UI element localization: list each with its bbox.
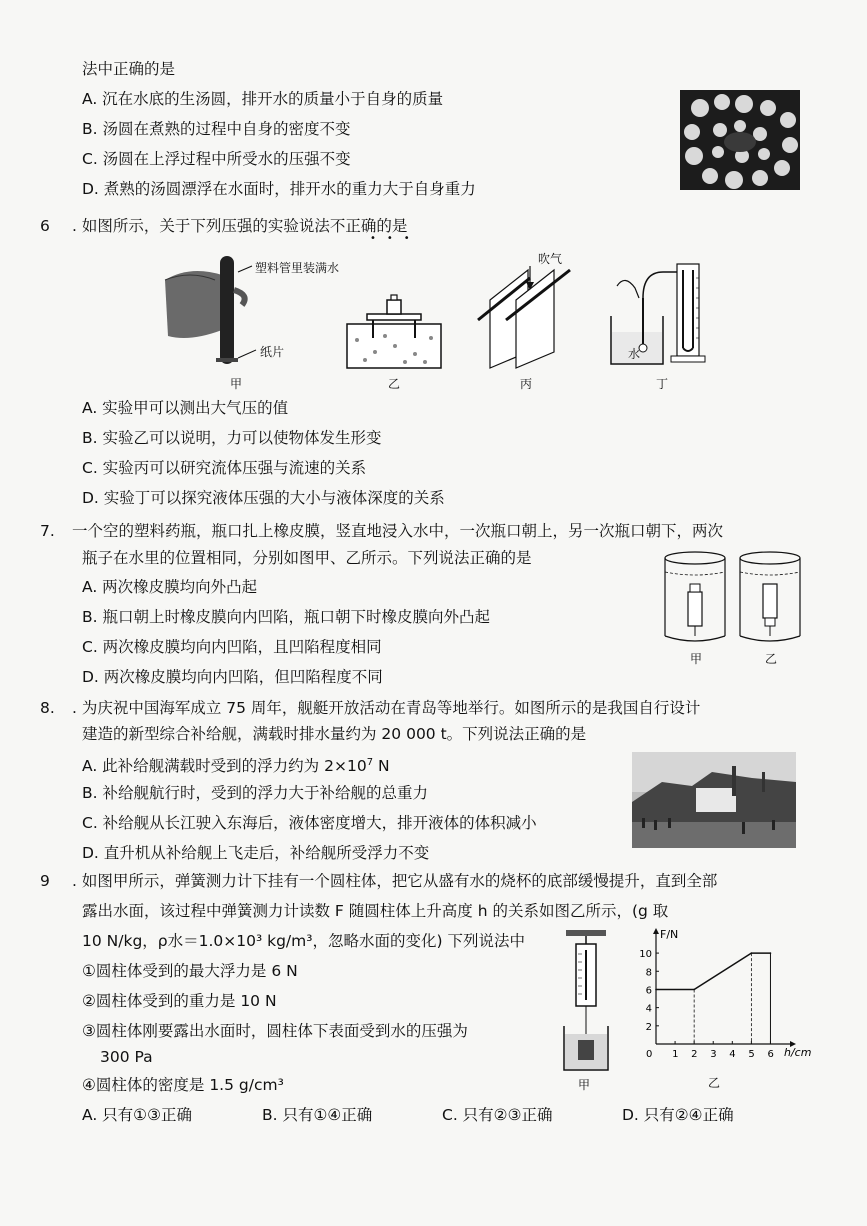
q7-stem-line2: 瓶子在水里的位置相同，分别如图甲、乙所示。下列说法正确的是 xyxy=(82,549,532,567)
q9-statement-4: ④圆柱体的密度是 1.5 g/cm³ xyxy=(82,1076,284,1094)
x-tick-label: 4 xyxy=(729,1049,736,1060)
fig-q9-force-height-chart xyxy=(634,928,812,1062)
q8-number: 8. xyxy=(40,699,55,717)
y-tick-label: 10 xyxy=(639,949,652,961)
label-water: 水 xyxy=(628,347,641,361)
q8-option-c[interactable]: C. 补给舰从长江驶入东海后，液体密度增大，排开液体的体积减小 xyxy=(82,814,537,832)
q5-option-a[interactable]: A. 沉在水底的生汤圆，排开水的质量小于自身的质量 xyxy=(82,90,444,108)
supply-ship-photo xyxy=(632,752,796,848)
y-tick-label: 4 xyxy=(645,1003,652,1015)
x-tick-label: 1 xyxy=(672,1049,679,1060)
q7-option-a[interactable]: A. 两次橡皮膜均向外凸起 xyxy=(82,578,258,596)
fig-bing-paper-sheets xyxy=(470,260,580,372)
q8-option-b[interactable]: B. 补给舰航行时，受到的浮力大于补给舰的总重力 xyxy=(82,784,428,802)
x-tick-label: 3 xyxy=(710,1049,717,1060)
series-line xyxy=(656,953,770,989)
q9-caption-jia: 甲 xyxy=(578,1078,591,1092)
q7-number: 7. xyxy=(40,522,55,540)
q6-option-c[interactable]: C. 实验丙可以研究流体压强与流速的关系 xyxy=(82,459,367,477)
caption-ding: 丁 xyxy=(656,377,669,391)
q9-stem-line3: 10 N/kg，ρ水＝1.0×10³ kg/m³，忽略水面的变化) 下列说法中 xyxy=(82,932,525,950)
q8-option-a-text: A. 此补给舰满载时受到的浮力约为 2×10 xyxy=(82,757,367,776)
series-point xyxy=(655,989,657,991)
x-axis-label: h/cm xyxy=(784,1046,812,1059)
series-point xyxy=(693,989,695,991)
y-axis-label: F/N xyxy=(660,928,679,941)
y-tick-label: 6 xyxy=(645,985,652,997)
tangyuan-photo xyxy=(680,90,800,190)
q8-option-a[interactable] xyxy=(82,752,390,777)
fig-q7-bottles-in-water xyxy=(660,548,810,650)
q6-stem-post: 的是 xyxy=(376,217,408,235)
y-tick-label: 8 xyxy=(645,967,652,979)
q8-option-a-exponent: 7 xyxy=(366,757,374,768)
q9-statement-3-value: 300 Pa xyxy=(100,1048,153,1066)
q9-caption-yi: 乙 xyxy=(708,1076,721,1090)
x-tick-label: 0 xyxy=(646,1049,653,1060)
q7-stem-line1: 一个空的塑料药瓶，瓶口扎上橡皮膜，竖直地浸入水中，一次瓶口朝上，另一次瓶口朝下，两次 xyxy=(72,522,724,540)
x-tick-label: 6 xyxy=(767,1049,774,1060)
q7-option-c[interactable]: C. 两次橡皮膜均向内凹陷，且凹陷程度相同 xyxy=(82,638,382,656)
q9-choice-a[interactable]: A. 只有①③正确 xyxy=(82,1106,192,1124)
q9-choice-c[interactable]: C. 只有②③正确 xyxy=(442,1106,553,1124)
label-tube-full-of-water: 塑料管里装满水 xyxy=(255,261,340,275)
q7-caption-jia: 甲 xyxy=(690,652,703,666)
q7-caption-yi: 乙 xyxy=(765,652,778,666)
fig-yi-sponge-table xyxy=(345,290,445,370)
q9-stem-line2: 露出水面，该过程中弹簧测力计读数 F 随圆柱体上升高度 h 的关系如图乙所示，(g 取 xyxy=(82,902,669,920)
y-tick-label: 2 xyxy=(645,1021,652,1033)
q6-option-a[interactable]: A. 实验甲可以测出大气压的值 xyxy=(82,399,289,417)
q5-stem-tail: 法中正确的是 xyxy=(82,60,176,78)
q8-option-d[interactable]: D. 直升机从补给舰上飞走后，补给舰所受浮力不变 xyxy=(82,844,430,862)
q6-stem-emphasis: 不正确 xyxy=(329,217,377,235)
q8-stem-line1: . 为庆祝中国海军成立 75 周年，舰艇开放活动在青岛等地举行。如图所示的是我国自行设计 xyxy=(72,699,701,717)
x-tick-label: 2 xyxy=(691,1049,698,1060)
q6-option-b[interactable]: B. 实验乙可以说明，力可以使物体发生形变 xyxy=(82,429,382,447)
q7-option-d[interactable]: D. 两次橡皮膜均向内凹陷，但凹陷程度不同 xyxy=(82,668,383,686)
q9-choice-d[interactable]: D. 只有②④正确 xyxy=(622,1106,734,1124)
caption-yi: 乙 xyxy=(388,377,401,391)
q8-option-a-unit: N xyxy=(373,757,390,776)
y-axis-arrow xyxy=(653,928,659,934)
caption-bing: 丙 xyxy=(520,377,533,391)
series-point xyxy=(751,952,753,954)
caption-jia: 甲 xyxy=(230,377,243,391)
q9-statement-3: ③圆柱体刚要露出水面时，圆柱体下表面受到水的压强为 xyxy=(82,1022,468,1040)
q9-choice-b[interactable]: B. 只有①④正确 xyxy=(262,1106,373,1124)
fig-ding-manometer xyxy=(605,258,715,370)
q6-option-d[interactable]: D. 实验丁可以探究液体压强的大小与液体深度的关系 xyxy=(82,489,445,507)
label-blow-air: 吹气 xyxy=(538,252,563,266)
q9-statement-2: ②圆柱体受到的重力是 10 N xyxy=(82,992,277,1010)
q5-option-b[interactable]: B. 汤圆在煮熟的过程中自身的密度不变 xyxy=(82,120,351,138)
q6-stem xyxy=(72,215,407,237)
fig-q9-spring-balance xyxy=(556,928,616,1078)
q6-number: 6 xyxy=(40,217,50,235)
q5-option-c[interactable]: C. 汤圆在上浮过程中所受水的压强不变 xyxy=(82,150,351,168)
q9-statement-1: ①圆柱体受到的最大浮力是 6 N xyxy=(82,962,298,980)
q7-option-b[interactable]: B. 瓶口朝上时橡皮膜向内凹陷，瓶口朝下时橡皮膜向外凸起 xyxy=(82,608,490,626)
emphasis-dots: ••• xyxy=(370,233,421,244)
series-point xyxy=(770,952,772,954)
label-paper-sheet: 纸片 xyxy=(260,345,285,359)
q5-option-d[interactable]: D. 煮熟的汤圆漂浮在水面时，排开水的重力大于自身重力 xyxy=(82,180,476,198)
q8-stem-line2: 建造的新型综合补给舰，满载时排水量约为 20 000 t。下列说法正确的是 xyxy=(82,725,587,743)
x-tick-label: 5 xyxy=(748,1049,755,1060)
q6-stem-pre: . 如图所示，关于下列压强的实验说法 xyxy=(72,217,330,235)
q9-stem-line1: . 如图甲所示，弹簧测力计下挂有一个圆柱体，把它从盛有水的烧杯的底部缓慢提升，直到全部 xyxy=(72,872,718,890)
q9-number: 9 xyxy=(40,872,50,890)
